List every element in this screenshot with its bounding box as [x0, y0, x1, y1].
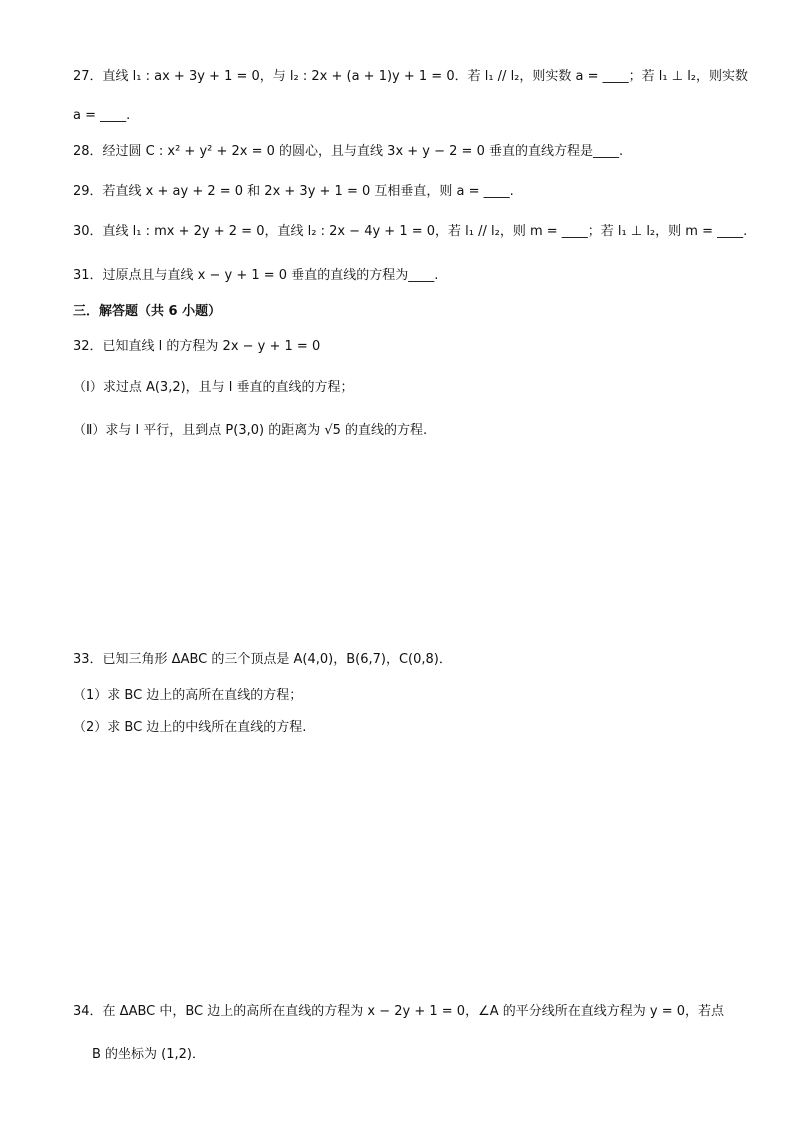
question-32-part1: （Ⅰ）求过点 A(3,2)，且与 l 垂直的直线的方程；	[73, 380, 354, 395]
section-heading-answer-questions: 三．解答题（共 6 小题）	[73, 304, 222, 319]
question-32-stem: 32．已知直线 l 的方程为 2x − y + 1 = 0	[73, 339, 321, 354]
question-27-line1: 27．直线 l₁ : ax + 3y + 1 = 0，与 l₂ : 2x + (a + 1)y + 1 = 0．若 l₁ // l₂，则实数 a = ____；若 l₁ ⊥ l₂，则实数	[73, 69, 749, 84]
question-31: 31．过原点且与直线 x − y + 1 = 0 垂直的直线的方程为____.	[73, 268, 439, 283]
question-32-part2: （Ⅱ）求与 l 平行，且到点 P(3,0) 的距离为 √5 的直线的方程.	[73, 423, 428, 438]
question-33-part2: （2）求 BC 边上的中线所在直线的方程.	[73, 720, 307, 735]
question-27-line2: a = ____.	[73, 108, 131, 123]
question-33-stem: 33．已知三角形 ΔABC 的三个顶点是 A(4,0)，B(6,7)，C(0,8)．	[73, 652, 452, 667]
question-34-line1: 34．在 ΔABC 中，BC 边上的高所在直线的方程为 x − 2y + 1 = 0，∠A 的平分线所在直线方程为 y = 0，若点	[73, 1004, 724, 1019]
question-28: 28．经过圆 C : x² + y² + 2x = 0 的圆心，且与直线 3x + y − 2 = 0 垂直的直线方程是____.	[73, 144, 624, 159]
question-34-line2: B 的坐标为 (1,2)．	[92, 1047, 206, 1062]
question-33-part1: （1）求 BC 边上的高所在直线的方程；	[73, 688, 303, 703]
question-30: 30．直线 l₁ : mx + 2y + 2 = 0，直线 l₂ : 2x − 4y + 1 = 0，若 l₁ // l₂，则 m = ____；若 l₁ ⊥ l₂，则 m = ____.	[73, 224, 748, 239]
question-29: 29．若直线 x + ay + 2 = 0 和 2x + 3y + 1 = 0 互相垂直，则 a = ____.	[73, 184, 514, 199]
